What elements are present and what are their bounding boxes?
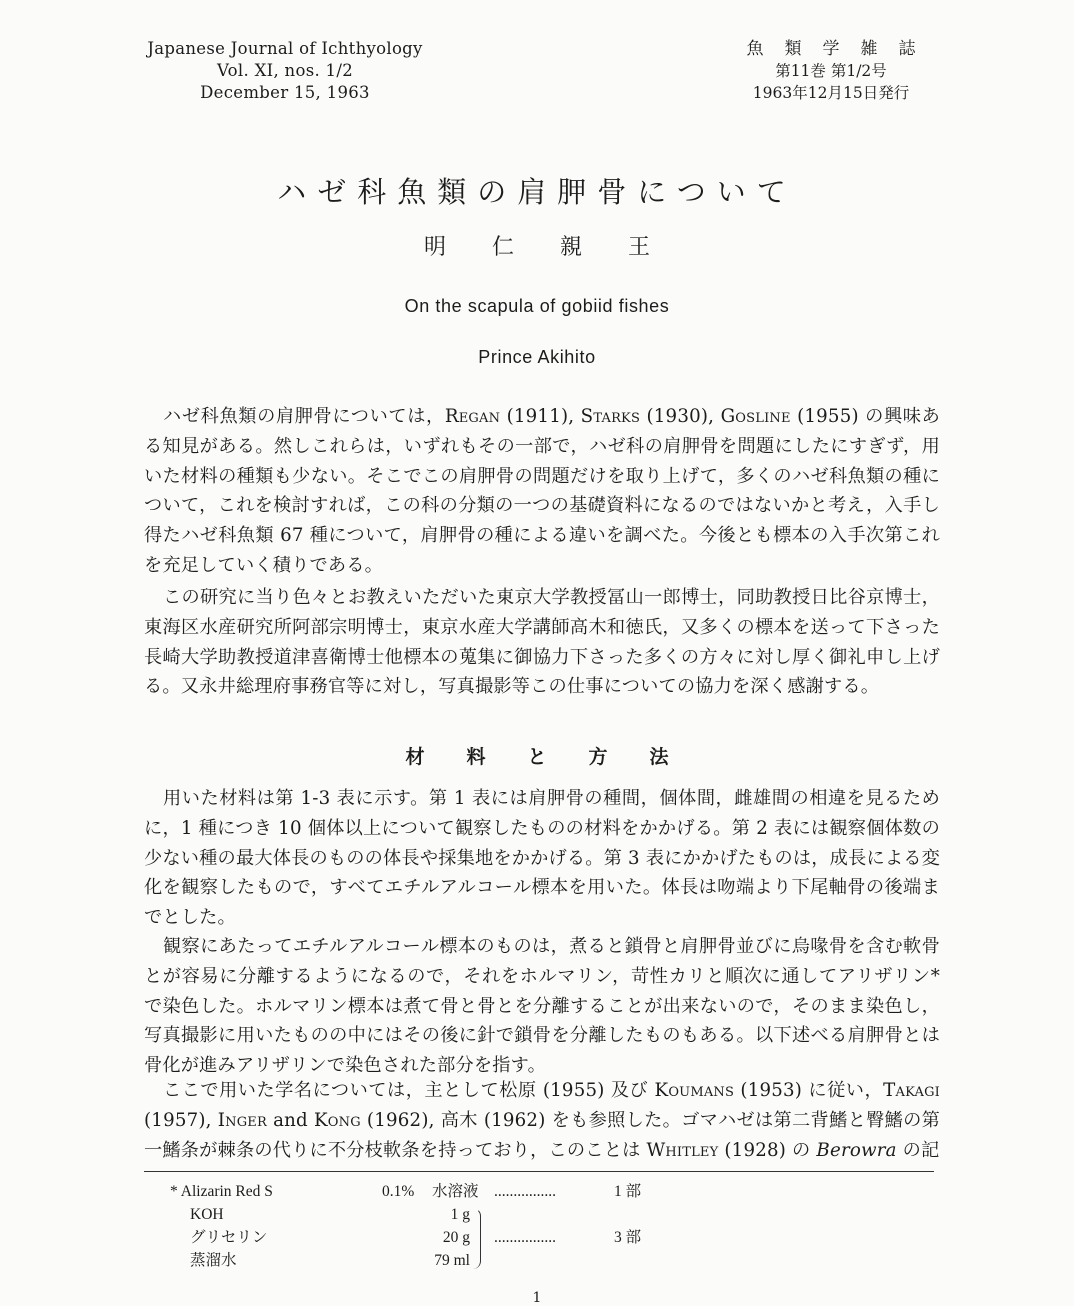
footnote-part-2: 3 部 xyxy=(614,1229,642,1246)
methods-paragraph-1: 用いた材料は第 1-3 表に示す。第 1 表には肩胛骨の種間，個体間，雌雄間の相違を見るために，1 種につき 10 個体以上について観察したものの材料をかかげる。第 2 表には観察個体数の少ない種の最大体長のものの体長や採集地をかかげる。第 3 表にかかげたものは，成長による変化を観察したもので，すべてエチルアルコール標本を用いた。体長は吻端より下尾軸骨の後端までとした。 xyxy=(144,788,941,929)
footnote-amount-koh: 1 g xyxy=(450,1206,470,1223)
methods-paragraph-2: 観察にあたってエチルアルコール標本のものは，煮ると鎖骨と肩胛骨並びに烏喙骨を含む軟骨とが容易に分離するようになるので，それをホルマリン，苛性カリと順次に通してアリザリン*で染色した。ホルマリン標本は煮て骨と骨とを分離することが出来ないので，そのまま染色し，写真撮影に用いたものの中にはその後に針で鎖骨を分離したものもある。以下述べる肩胛骨とは骨化が進みアリザリンで染色された部分を指す。 xyxy=(144,936,940,1077)
journal-date-ja: 1963年12月15日発行 xyxy=(752,84,910,102)
journal-header-ja xyxy=(706,38,956,104)
journal-volume-en: Vol. XI, nos. 1/2 xyxy=(216,61,354,80)
author-en: Prince Akihito xyxy=(478,347,596,367)
footnote-brace xyxy=(472,1208,481,1269)
intro-paragraph-2: この研究に当り色々とお教えいただいた東京大学教授冨山一郎博士，同助教授日比谷京博士，東海区水産研究所阿部宗明博士，東京水産大学講師高木和徳氏，又多くの標本を送って下さった長崎大学助教授道津喜衛博士他標本の蒐集に御協力下さった多くの方々に対し厚く御礼申し上げる。又永井総理府事務官等に対し，写真撮影等この仕事についての協力を深く感謝する。 xyxy=(144,587,940,698)
journal-volume-ja: 第11巻 第1/2号 xyxy=(775,62,887,80)
methods-paragraph-3: ここで用いた学名については，主として松原 (1955) 及び Koumans (1953) に従い，Takagi (1957), Inger and Kong (1962), 高木 (1962) をも参照した。ゴマハゼは第二背鰭と臀鰭の第一鰭条が棘条の代りに不分枝軟条を持っており，このことは Whitley (1928) の Berowra の記 xyxy=(144,1080,940,1161)
footnote-reagent-glycerin: グリセリン xyxy=(190,1229,268,1246)
footnote-dots-1: ................ xyxy=(494,1183,556,1200)
footnote-reagent-water: 蒸溜水 xyxy=(190,1252,237,1269)
footnote-rule xyxy=(144,1171,934,1172)
footnote-desc-alizarin: 水溶液 xyxy=(432,1183,479,1200)
intro-paragraph-1: ハゼ科魚類の肩胛骨については，Regan (1911), Starks (1930), Gosline (1955) の興味ある知見がある。然しこれらは，いずれもその一部で，ハゼ科の肩胛骨を問題にしたにすぎず，用いた材料の種類も少ない。そこでこの肩胛骨の問題だけを取り上げて，多くのハゼ科魚類の種について，これを検討すれば，この科の分類の一つの基礎資料になるのではないかと考え，入手し得たハゼ科魚類 67 種について，肩胛骨の種による違いを調べた。今後とも標本の入手次第これを充足していく積りである。 xyxy=(144,406,941,576)
author-ja: 明仁親王 xyxy=(423,235,696,260)
journal-name-en: Japanese Journal of Ichthyology xyxy=(147,39,423,58)
journal-header-en xyxy=(120,38,450,104)
footnote-amount-alizarin: 0.1% xyxy=(382,1183,415,1200)
paper-title-en: On the scapula of gobiid fishes xyxy=(404,296,670,316)
footnote-part-1: 1 部 xyxy=(614,1183,642,1200)
footnote-reagent-alizarin: * Alizarin Red S xyxy=(170,1183,273,1200)
footnote-reagent-koh: KOH xyxy=(190,1206,224,1223)
footnote-amount-glycerin: 20 g xyxy=(442,1229,470,1246)
paper-title-ja: ハゼ科魚類の肩胛骨について xyxy=(277,175,797,209)
footnote-dots-2: ................ xyxy=(494,1229,556,1246)
footnote-amount-water: 79 ml xyxy=(434,1252,470,1269)
section-heading-materials-methods: 材料と方法 xyxy=(405,746,711,768)
page-number: 1 xyxy=(532,1290,542,1306)
journal-date-en: December 15, 1963 xyxy=(200,83,370,102)
journal-name-ja: 魚類学雑誌 xyxy=(746,39,937,59)
